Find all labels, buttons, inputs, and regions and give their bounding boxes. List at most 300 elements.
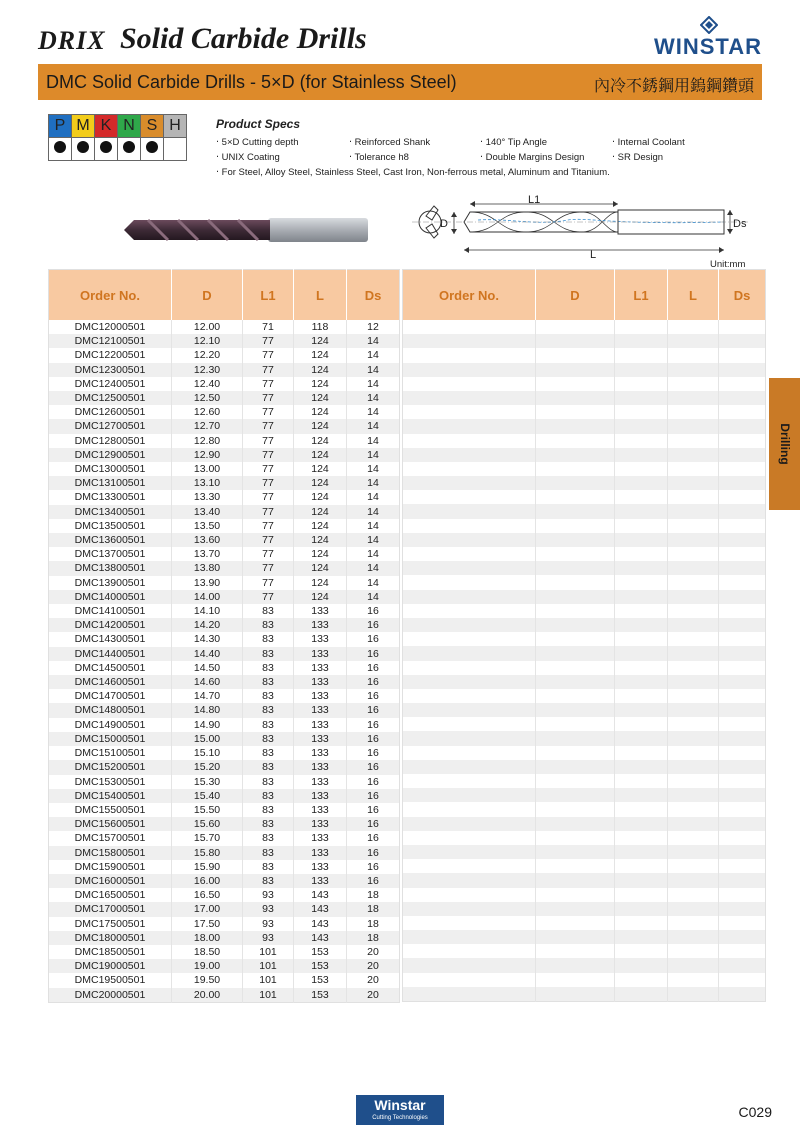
table-row xyxy=(49,775,400,789)
table-row xyxy=(49,590,400,604)
table-cell xyxy=(536,646,615,660)
table-cell: 14 xyxy=(347,391,400,405)
table-cell xyxy=(719,405,766,419)
table-cell xyxy=(719,547,766,561)
table-cell xyxy=(615,703,668,717)
empty-table-row xyxy=(403,958,766,972)
table-row xyxy=(49,888,400,902)
table-cell xyxy=(615,944,668,958)
col-order-no: Order No. xyxy=(403,270,536,321)
empty-table-row xyxy=(403,930,766,944)
table-cell: 16 xyxy=(347,775,400,789)
table-cell xyxy=(719,958,766,972)
table-cell xyxy=(668,632,719,646)
table-cell xyxy=(719,902,766,916)
table-cell xyxy=(536,902,615,916)
table-cell: 15.00 xyxy=(172,732,243,746)
iso-group-k: K xyxy=(95,115,118,138)
table-cell: 14 xyxy=(347,590,400,604)
table-cell xyxy=(615,419,668,433)
table-cell xyxy=(615,802,668,816)
table-cell: 133 xyxy=(294,775,347,789)
table-cell: 18.50 xyxy=(172,945,243,959)
table-cell xyxy=(668,618,719,632)
table-cell: 12.30 xyxy=(172,363,243,377)
table-cell xyxy=(403,561,536,575)
empty-table-row xyxy=(403,391,766,405)
table-cell: 124 xyxy=(294,391,347,405)
table-cell xyxy=(536,320,615,334)
table-cell xyxy=(719,746,766,760)
table-cell: 14.10 xyxy=(172,604,243,618)
table-cell: 143 xyxy=(294,888,347,902)
table-cell xyxy=(719,973,766,987)
table-cell: 13.50 xyxy=(172,519,243,533)
table-cell xyxy=(536,363,615,377)
table-cell xyxy=(403,973,536,987)
table-cell xyxy=(668,646,719,660)
applicable-dot-icon xyxy=(77,141,89,153)
table-cell xyxy=(719,788,766,802)
table-cell: 13.30 xyxy=(172,490,243,504)
table-cell: 83 xyxy=(243,789,294,803)
table-cell: 83 xyxy=(243,718,294,732)
table-cell xyxy=(615,930,668,944)
table-cell xyxy=(403,746,536,760)
table-cell xyxy=(403,944,536,958)
empty-table-row xyxy=(403,987,766,1002)
spec-item: ‧ Internal Coolant xyxy=(612,137,685,148)
table-cell: 101 xyxy=(243,973,294,987)
table-cell: 16 xyxy=(347,618,400,632)
table-cell: 133 xyxy=(294,647,347,661)
table-cell: 93 xyxy=(243,917,294,931)
table-cell xyxy=(719,987,766,1002)
table-cell: DMC13500501 xyxy=(49,519,172,533)
table-row xyxy=(49,604,400,618)
empty-table-row xyxy=(403,675,766,689)
table-cell: DMC15100501 xyxy=(49,746,172,760)
empty-table-row xyxy=(403,760,766,774)
table-cell xyxy=(403,448,536,462)
drill-photo xyxy=(118,210,370,250)
table-row xyxy=(49,448,400,462)
table-cell: 18 xyxy=(347,902,400,916)
table-cell: DMC15400501 xyxy=(49,789,172,803)
table-cell: 16 xyxy=(347,874,400,888)
table-cell xyxy=(719,717,766,731)
empty-table-row xyxy=(403,363,766,377)
table-cell xyxy=(615,533,668,547)
table-cell xyxy=(615,348,668,362)
empty-table-row xyxy=(403,533,766,547)
table-cell xyxy=(615,320,668,334)
table-cell xyxy=(403,604,536,618)
table-cell: DMC13600501 xyxy=(49,533,172,547)
table-row xyxy=(49,505,400,519)
table-row xyxy=(49,405,400,419)
table-cell xyxy=(536,717,615,731)
table-cell xyxy=(536,561,615,575)
table-row xyxy=(49,902,400,916)
table-cell xyxy=(719,590,766,604)
table-cell xyxy=(615,817,668,831)
table-cell xyxy=(668,590,719,604)
table-cell xyxy=(668,703,719,717)
empty-table-row xyxy=(403,434,766,448)
table-cell: 13.10 xyxy=(172,476,243,490)
table-cell xyxy=(536,462,615,476)
table-cell: 83 xyxy=(243,746,294,760)
table-cell xyxy=(615,717,668,731)
table-row xyxy=(49,661,400,675)
table-cell: DMC20000501 xyxy=(49,988,172,1003)
table-cell: 71 xyxy=(243,320,294,334)
table-cell: 20 xyxy=(347,959,400,973)
table-row xyxy=(49,391,400,405)
table-cell: 124 xyxy=(294,590,347,604)
table-cell xyxy=(668,930,719,944)
table-cell xyxy=(536,973,615,987)
table-cell: 77 xyxy=(243,405,294,419)
empty-table-row xyxy=(403,831,766,845)
table-cell xyxy=(719,320,766,334)
table-cell: 133 xyxy=(294,803,347,817)
table-row xyxy=(49,490,400,504)
table-cell xyxy=(668,504,719,518)
empty-table-row xyxy=(403,916,766,930)
footer-logo-main: Winstar xyxy=(374,1097,426,1113)
table-cell: 124 xyxy=(294,505,347,519)
table-cell: 133 xyxy=(294,860,347,874)
table-cell xyxy=(615,973,668,987)
table-cell xyxy=(536,377,615,391)
table-cell: 17.00 xyxy=(172,902,243,916)
table-cell: DMC14000501 xyxy=(49,590,172,604)
table-cell xyxy=(536,448,615,462)
table-cell: 133 xyxy=(294,831,347,845)
empty-table-row xyxy=(403,944,766,958)
applicable-dot-icon xyxy=(146,141,158,153)
table-cell xyxy=(536,831,615,845)
table-cell xyxy=(719,774,766,788)
table-cell: 124 xyxy=(294,547,347,561)
table-cell: 20 xyxy=(347,988,400,1003)
table-cell: 15.60 xyxy=(172,817,243,831)
table-cell: 133 xyxy=(294,874,347,888)
table-cell xyxy=(403,845,536,859)
col-d: D xyxy=(536,270,615,321)
table-cell: 14.20 xyxy=(172,618,243,632)
table-cell: 124 xyxy=(294,434,347,448)
drill-dimension-diagram xyxy=(408,192,758,260)
table-cell: 77 xyxy=(243,448,294,462)
table-cell: DMC16500501 xyxy=(49,888,172,902)
table-cell: 15.30 xyxy=(172,775,243,789)
table-cell xyxy=(536,419,615,433)
table-cell: 83 xyxy=(243,874,294,888)
table-cell: 83 xyxy=(243,732,294,746)
empty-table-row xyxy=(403,490,766,504)
table-cell xyxy=(403,590,536,604)
table-cell: 133 xyxy=(294,718,347,732)
table-cell: DMC19000501 xyxy=(49,959,172,973)
table-cell: DMC12100501 xyxy=(49,334,172,348)
diagram-label-d: D xyxy=(440,218,448,230)
table-cell xyxy=(536,788,615,802)
table-cell xyxy=(719,519,766,533)
col-l1: L1 xyxy=(243,270,294,321)
table-cell xyxy=(668,859,719,873)
table-cell: 133 xyxy=(294,689,347,703)
table-cell: 16 xyxy=(347,846,400,860)
table-cell xyxy=(668,448,719,462)
table-cell xyxy=(668,958,719,972)
table-cell xyxy=(719,462,766,476)
table-cell: DMC15200501 xyxy=(49,760,172,774)
table-cell xyxy=(668,320,719,334)
table-cell: 18.00 xyxy=(172,931,243,945)
empty-table-row xyxy=(403,689,766,703)
table-cell xyxy=(719,448,766,462)
table-cell: 12.40 xyxy=(172,377,243,391)
table-cell xyxy=(403,504,536,518)
table-cell xyxy=(536,590,615,604)
table-cell: 83 xyxy=(243,689,294,703)
spec-item: ‧ 140° Tip Angle xyxy=(480,137,548,148)
table-cell xyxy=(719,377,766,391)
table-row xyxy=(49,675,400,689)
table-cell: 16 xyxy=(347,689,400,703)
table-cell xyxy=(536,348,615,362)
table-cell: 83 xyxy=(243,817,294,831)
table-cell: 14 xyxy=(347,505,400,519)
table-cell: 77 xyxy=(243,590,294,604)
table-row xyxy=(49,434,400,448)
table-cell xyxy=(403,646,536,660)
table-cell xyxy=(719,419,766,433)
table-cell xyxy=(668,902,719,916)
iso-material-table xyxy=(48,114,187,161)
table-cell xyxy=(615,363,668,377)
table-cell: 14.40 xyxy=(172,647,243,661)
table-cell xyxy=(403,348,536,362)
table-cell: DMC15300501 xyxy=(49,775,172,789)
table-cell: 101 xyxy=(243,959,294,973)
table-cell xyxy=(403,462,536,476)
table-cell: 13.60 xyxy=(172,533,243,547)
iso-group-h: H xyxy=(164,115,187,138)
table-row xyxy=(49,576,400,590)
table-cell xyxy=(403,958,536,972)
table-cell xyxy=(536,958,615,972)
side-tab-drilling[interactable] xyxy=(769,378,800,510)
table-cell: 15.50 xyxy=(172,803,243,817)
spec-item: ‧ 5×D Cutting depth xyxy=(216,137,299,148)
table-cell xyxy=(403,689,536,703)
table-cell xyxy=(668,987,719,1002)
table-cell xyxy=(615,575,668,589)
iso-applicable-cell xyxy=(164,138,187,161)
table-cell: DMC12400501 xyxy=(49,377,172,391)
unit-label: Unit:mm xyxy=(710,259,746,270)
table-cell xyxy=(719,916,766,930)
table-cell: 133 xyxy=(294,632,347,646)
table-cell xyxy=(615,958,668,972)
table-cell: 12.10 xyxy=(172,334,243,348)
table-cell xyxy=(615,788,668,802)
empty-table-row xyxy=(403,348,766,362)
table-cell: 12.00 xyxy=(172,320,243,334)
table-cell xyxy=(719,802,766,816)
empty-table-row xyxy=(403,859,766,873)
iso-applicable-cell xyxy=(118,138,141,161)
empty-table-row xyxy=(403,519,766,533)
table-cell xyxy=(536,817,615,831)
table-cell xyxy=(536,675,615,689)
table-cell xyxy=(668,888,719,902)
table-cell: 77 xyxy=(243,547,294,561)
iso-group-m: M xyxy=(72,115,95,138)
table-cell: 15.40 xyxy=(172,789,243,803)
table-cell xyxy=(536,930,615,944)
table-cell xyxy=(668,689,719,703)
table-row xyxy=(49,689,400,703)
table-cell xyxy=(719,944,766,958)
table-cell: 101 xyxy=(243,945,294,959)
table-cell xyxy=(668,419,719,433)
table-cell xyxy=(719,618,766,632)
table-cell xyxy=(536,859,615,873)
table-cell xyxy=(403,675,536,689)
table-cell: 83 xyxy=(243,760,294,774)
empty-table-row xyxy=(403,590,766,604)
table-row xyxy=(49,363,400,377)
table-cell: 16.50 xyxy=(172,888,243,902)
applicable-dot-icon xyxy=(54,141,66,153)
winstar-logo xyxy=(652,16,762,59)
table-cell: 77 xyxy=(243,476,294,490)
table-cell xyxy=(668,774,719,788)
table-cell xyxy=(615,746,668,760)
table-cell: 14.30 xyxy=(172,632,243,646)
table-cell: 83 xyxy=(243,803,294,817)
table-cell: 133 xyxy=(294,846,347,860)
table-cell xyxy=(615,462,668,476)
table-cell: DMC16000501 xyxy=(49,874,172,888)
table-cell: DMC12000501 xyxy=(49,320,172,334)
table-cell: 16 xyxy=(347,604,400,618)
table-cell: 15.80 xyxy=(172,846,243,860)
table-cell: 77 xyxy=(243,434,294,448)
table-cell: 18 xyxy=(347,888,400,902)
table-cell: 124 xyxy=(294,448,347,462)
table-cell xyxy=(615,547,668,561)
table-cell: 124 xyxy=(294,490,347,504)
table-cell xyxy=(668,746,719,760)
table-cell xyxy=(615,391,668,405)
table-cell xyxy=(536,575,615,589)
table-cell xyxy=(719,731,766,745)
table-cell xyxy=(615,646,668,660)
table-cell: 14 xyxy=(347,490,400,504)
table-row xyxy=(49,931,400,945)
empty-table-row xyxy=(403,448,766,462)
table-cell xyxy=(536,490,615,504)
table-cell xyxy=(719,703,766,717)
table-cell: DMC12500501 xyxy=(49,391,172,405)
table-cell xyxy=(403,320,536,334)
col-l: L xyxy=(668,270,719,321)
table-cell: DMC14700501 xyxy=(49,689,172,703)
table-cell: 15.70 xyxy=(172,831,243,845)
table-cell: 124 xyxy=(294,419,347,433)
table-cell xyxy=(536,774,615,788)
table-row xyxy=(49,533,400,547)
table-cell xyxy=(615,731,668,745)
table-cell: 18 xyxy=(347,931,400,945)
table-cell: 15.20 xyxy=(172,760,243,774)
table-cell xyxy=(403,731,536,745)
table-cell xyxy=(668,334,719,348)
spec-item: ‧ Reinforced Shank xyxy=(349,137,431,148)
table-cell: 77 xyxy=(243,519,294,533)
table-cell: 124 xyxy=(294,576,347,590)
table-cell xyxy=(719,561,766,575)
table-cell xyxy=(403,632,536,646)
table-cell: 13.40 xyxy=(172,505,243,519)
table-cell: 83 xyxy=(243,618,294,632)
table-cell xyxy=(403,377,536,391)
table-cell xyxy=(536,604,615,618)
table-cell xyxy=(403,873,536,887)
table-cell: 12.70 xyxy=(172,419,243,433)
table-cell: 124 xyxy=(294,348,347,362)
table-cell xyxy=(536,632,615,646)
table-cell xyxy=(719,391,766,405)
spec-materials: ‧ For Steel, Alloy Steel, Stainless Steel, Cast Iron, Non-ferrous metal, Aluminum and Titanium. xyxy=(216,167,610,178)
table-cell xyxy=(668,391,719,405)
applicable-dot-icon xyxy=(100,141,112,153)
empty-table-row xyxy=(403,646,766,660)
table-cell xyxy=(668,519,719,533)
table-cell: 16 xyxy=(347,732,400,746)
table-cell xyxy=(615,859,668,873)
col-ds: Ds xyxy=(347,270,400,321)
col-l: L xyxy=(294,270,347,321)
table-cell: DMC13100501 xyxy=(49,476,172,490)
empty-table-row xyxy=(403,661,766,675)
empty-table-row xyxy=(403,405,766,419)
table-cell xyxy=(403,930,536,944)
table-cell xyxy=(403,419,536,433)
table-cell xyxy=(615,618,668,632)
table-cell: DMC17500501 xyxy=(49,917,172,931)
table-cell: 133 xyxy=(294,618,347,632)
table-cell: DMC13300501 xyxy=(49,490,172,504)
iso-applicable-cell xyxy=(95,138,118,161)
table-cell: 83 xyxy=(243,846,294,860)
table-cell: 133 xyxy=(294,604,347,618)
table-row xyxy=(49,860,400,874)
iso-applicable-cell xyxy=(72,138,95,161)
table-cell: DMC13700501 xyxy=(49,547,172,561)
table-cell xyxy=(615,873,668,887)
table-row xyxy=(49,334,400,348)
table-cell xyxy=(668,377,719,391)
table-cell xyxy=(536,618,615,632)
table-row xyxy=(49,732,400,746)
